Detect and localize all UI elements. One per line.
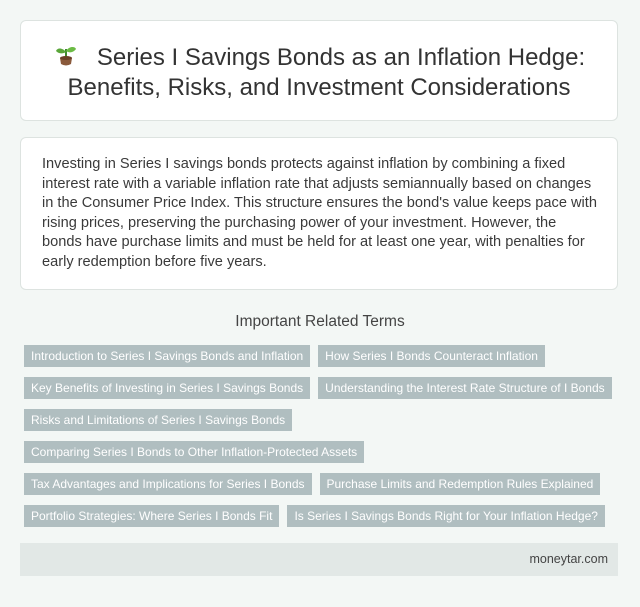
page-title <box>21 43 617 103</box>
description-text: Investing in Series I savings bonds protects against inflation by combining a fixed interest rate with a variable inflation rate that adjusts semiannually based on changes in the Consumer Price Index. This structure ensures the bond's value keeps pace with rising prices, preserving the purchasing power of your investment. However, the bonds have purchase limits and must be held for at least one year, with penalties for early redemption before five years. <box>42 156 597 270</box>
related-term-tag[interactable]: Tax Advantages and Implications for Series I Bonds <box>24 473 312 495</box>
footer <box>20 543 618 576</box>
related-term-tag[interactable]: Key Benefits of Investing in Series I Savings Bonds <box>24 377 310 399</box>
title-card <box>20 20 618 121</box>
related-terms-list <box>24 345 624 537</box>
related-term-tag[interactable]: Understanding the Interest Rate Structure of I Bonds <box>318 377 612 399</box>
description-card <box>20 137 618 290</box>
related-term-tag[interactable]: Risks and Limitations of Series I Savings Bonds <box>24 409 292 431</box>
related-term-tag[interactable]: Is Series I Savings Bonds Right for Your Inflation Hedge? <box>287 505 605 527</box>
related-term-tag[interactable]: Comparing Series I Bonds to Other Inflation-Protected Assets <box>24 441 364 463</box>
related-term-tag[interactable]: Introduction to Series I Savings Bonds and Inflation <box>24 345 310 367</box>
sprout-icon <box>53 43 79 69</box>
related-term-tag[interactable]: How Series I Bonds Counteract Inflation <box>318 345 545 367</box>
footer-site-link[interactable]: moneytar.com <box>529 552 608 566</box>
related-terms-heading: Important Related Terms <box>235 313 405 330</box>
related-term-tag[interactable]: Portfolio Strategies: Where Series I Bonds Fit <box>24 505 279 527</box>
related-term-tag[interactable]: Purchase Limits and Redemption Rules Explained <box>320 473 601 495</box>
title-text: Series I Savings Bonds as an Inflation Hedge: Benefits, Risks, and Investment Considerations <box>67 44 586 101</box>
